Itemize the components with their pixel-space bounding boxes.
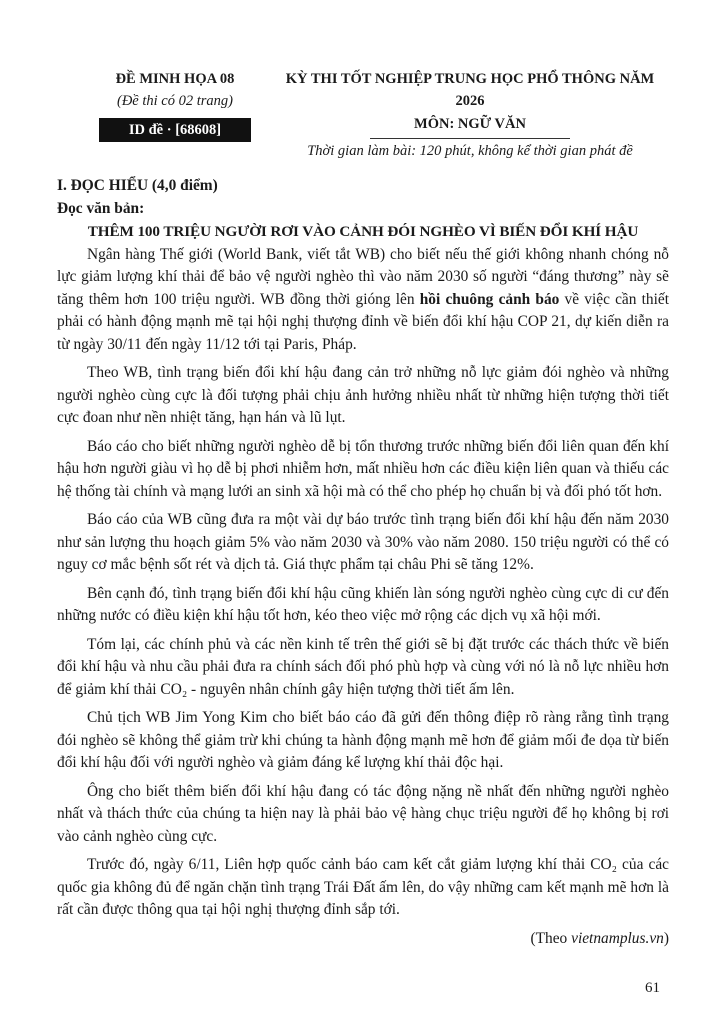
pages-note: (Đề thi có 02 trang)	[117, 93, 233, 109]
article-paragraph: Trước đó, ngày 6/11, Liên hợp quốc cảnh báo cam kết cắt giảm lượng khí thải CO₂ của các quốc gia không đủ để ngăn chặn tình trạng Trái Đất ấm lên, do vậy những cam kết mạnh mẽ hơn là rất cần được thông qua tại hội nghị thượng đỉnh sắp tới.	[57, 856, 669, 918]
article-title: THÊM 100 TRIỆU NGƯỜI RƠI VÀO CẢNH ĐÓI NGHÈO VÌ BIẾN ĐỔI KHÍ HẬU	[87, 223, 639, 240]
article-source: (Theo vietnamplus.vn)	[530, 929, 669, 947]
article-paragraph: Tóm lại, các chính phủ và các nền kinh tế trên thế giới sẽ bị đặt trước các thách thức về biến đổi khí hậu và nhu cầu phải đưa ra chính sách đối phó phù hợp và cùng với nó là nỗ lực nhiều hơn để giảm khí thải CO₂ - nguyên nhân chính gây hiện tượng thời tiết ấm lên.	[57, 635, 669, 698]
reading-section	[57, 175, 669, 950]
article-paragraph: Bên cạnh đó, tình trạng biến đổi khí hậu cũng khiến làn sóng người nghèo cùng cực di cư đến những nước có điều kiện khí hậu tốt hơn, kéo theo việc mở rộng các dịch vụ xã hội mới.	[57, 584, 669, 624]
exam-header-left	[80, 68, 270, 142]
section-heading: I. ĐỌC HIỂU (4,0 điểm)	[57, 177, 218, 194]
article-paragraph: Ngân hàng Thế giới (World Bank, viết tắt WB) cho biết nếu thế giới không nhanh chóng nỗ lực giảm lượng khí thải để bảo vệ người nghèo thì vào năm 2030 số người “đáng thương” này sẽ tăng thêm hơn 100 triệu người. WB đồng thời gióng lên hồi chuông cảnh báo về việc cần thiết phải có hành động mạnh mẽ tại hội nghị thượng đỉnh về biến đổi khí hậu COP 21, dự kiến diễn ra từ ngày 30/11 đến ngày 11/12 tới tại Paris, Pháp.	[57, 245, 670, 353]
exam-subject: MÔN: NGỮ VĂN	[414, 116, 526, 132]
article-paragraph: Theo WB, tình trạng biến đổi khí hậu đang cản trở những nỗ lực giảm đói nghèo và những người nghèo cùng cực là đối tượng phải chịu ảnh hưởng nhiều nhất từ những hiện tượng thời tiết cực đoan như nền nhiệt tăng, hạn hán và lũ lụt.	[57, 364, 669, 426]
exam-title: KỲ THI TỐT NGHIỆP TRUNG HỌC PHỔ THÔNG NĂM 2026	[285, 71, 655, 109]
article-paragraph: Ông cho biết thêm biến đổi khí hậu đang có tác động nặng nề nhất đến những người nghèo nhất và thách thức của chúng ta hiện nay là phải bảo vệ hàng chục triệu người để họ không bị rơi vào cảnh nghèo cùng cực.	[57, 782, 669, 845]
exam-header-right	[270, 68, 670, 163]
time-note: Thời gian làm bài: 120 phút, không kể thời gian phát đề	[307, 143, 633, 159]
reading-instruction: Đọc văn bản:	[57, 199, 145, 217]
page-number: 61	[645, 980, 660, 996]
source-name: vietnamplus.vn	[571, 929, 664, 947]
article-paragraph: Báo cáo cho biết những người nghèo dễ bị tổn thương trước những biến đổi liên quan đến khí hậu hơn người giàu vì họ dễ bị phơi nhiễm hơn, mất nhiều hơn các điều kiện liên quan và thiếu các hệ thống tài chính và mạng lưới an sinh xã hội mà có thể cho phép họ chuẩn bị và đối phó tốt hơn.	[57, 437, 669, 500]
exam-id-badge: ID đề · [68608]	[99, 118, 251, 142]
article-paragraph: Báo cáo của WB cũng đưa ra một vài dự báo trước tình trạng biến đổi khí hậu đến năm 2030 như sản lượng thu hoạch giảm 5% vào năm 2030 và 30% vào năm 2080. 150 triệu người có thể có nguy cơ mắc bệnh sốt rét và dịch tả. Giá thực phẩm tại châu Phi sẽ tăng 12%.	[57, 511, 669, 573]
emphasis-phrase: hồi chuông cảnh báo	[419, 290, 560, 308]
exam-code: ĐỀ MINH HỌA 08	[115, 71, 235, 87]
article-paragraph: Chủ tịch WB Jim Yong Kim cho biết báo cáo đã gửi đến thông điệp rõ ràng rằng tình trạng đói nghèo sẽ không thể giảm trừ khi chúng ta hành động mạnh mẽ hơn để giảm mối đe dọa từ biến đổi khí hậu đối với người nghèo và giảm đáng kể lượng khí thải độc hại.	[57, 709, 669, 771]
